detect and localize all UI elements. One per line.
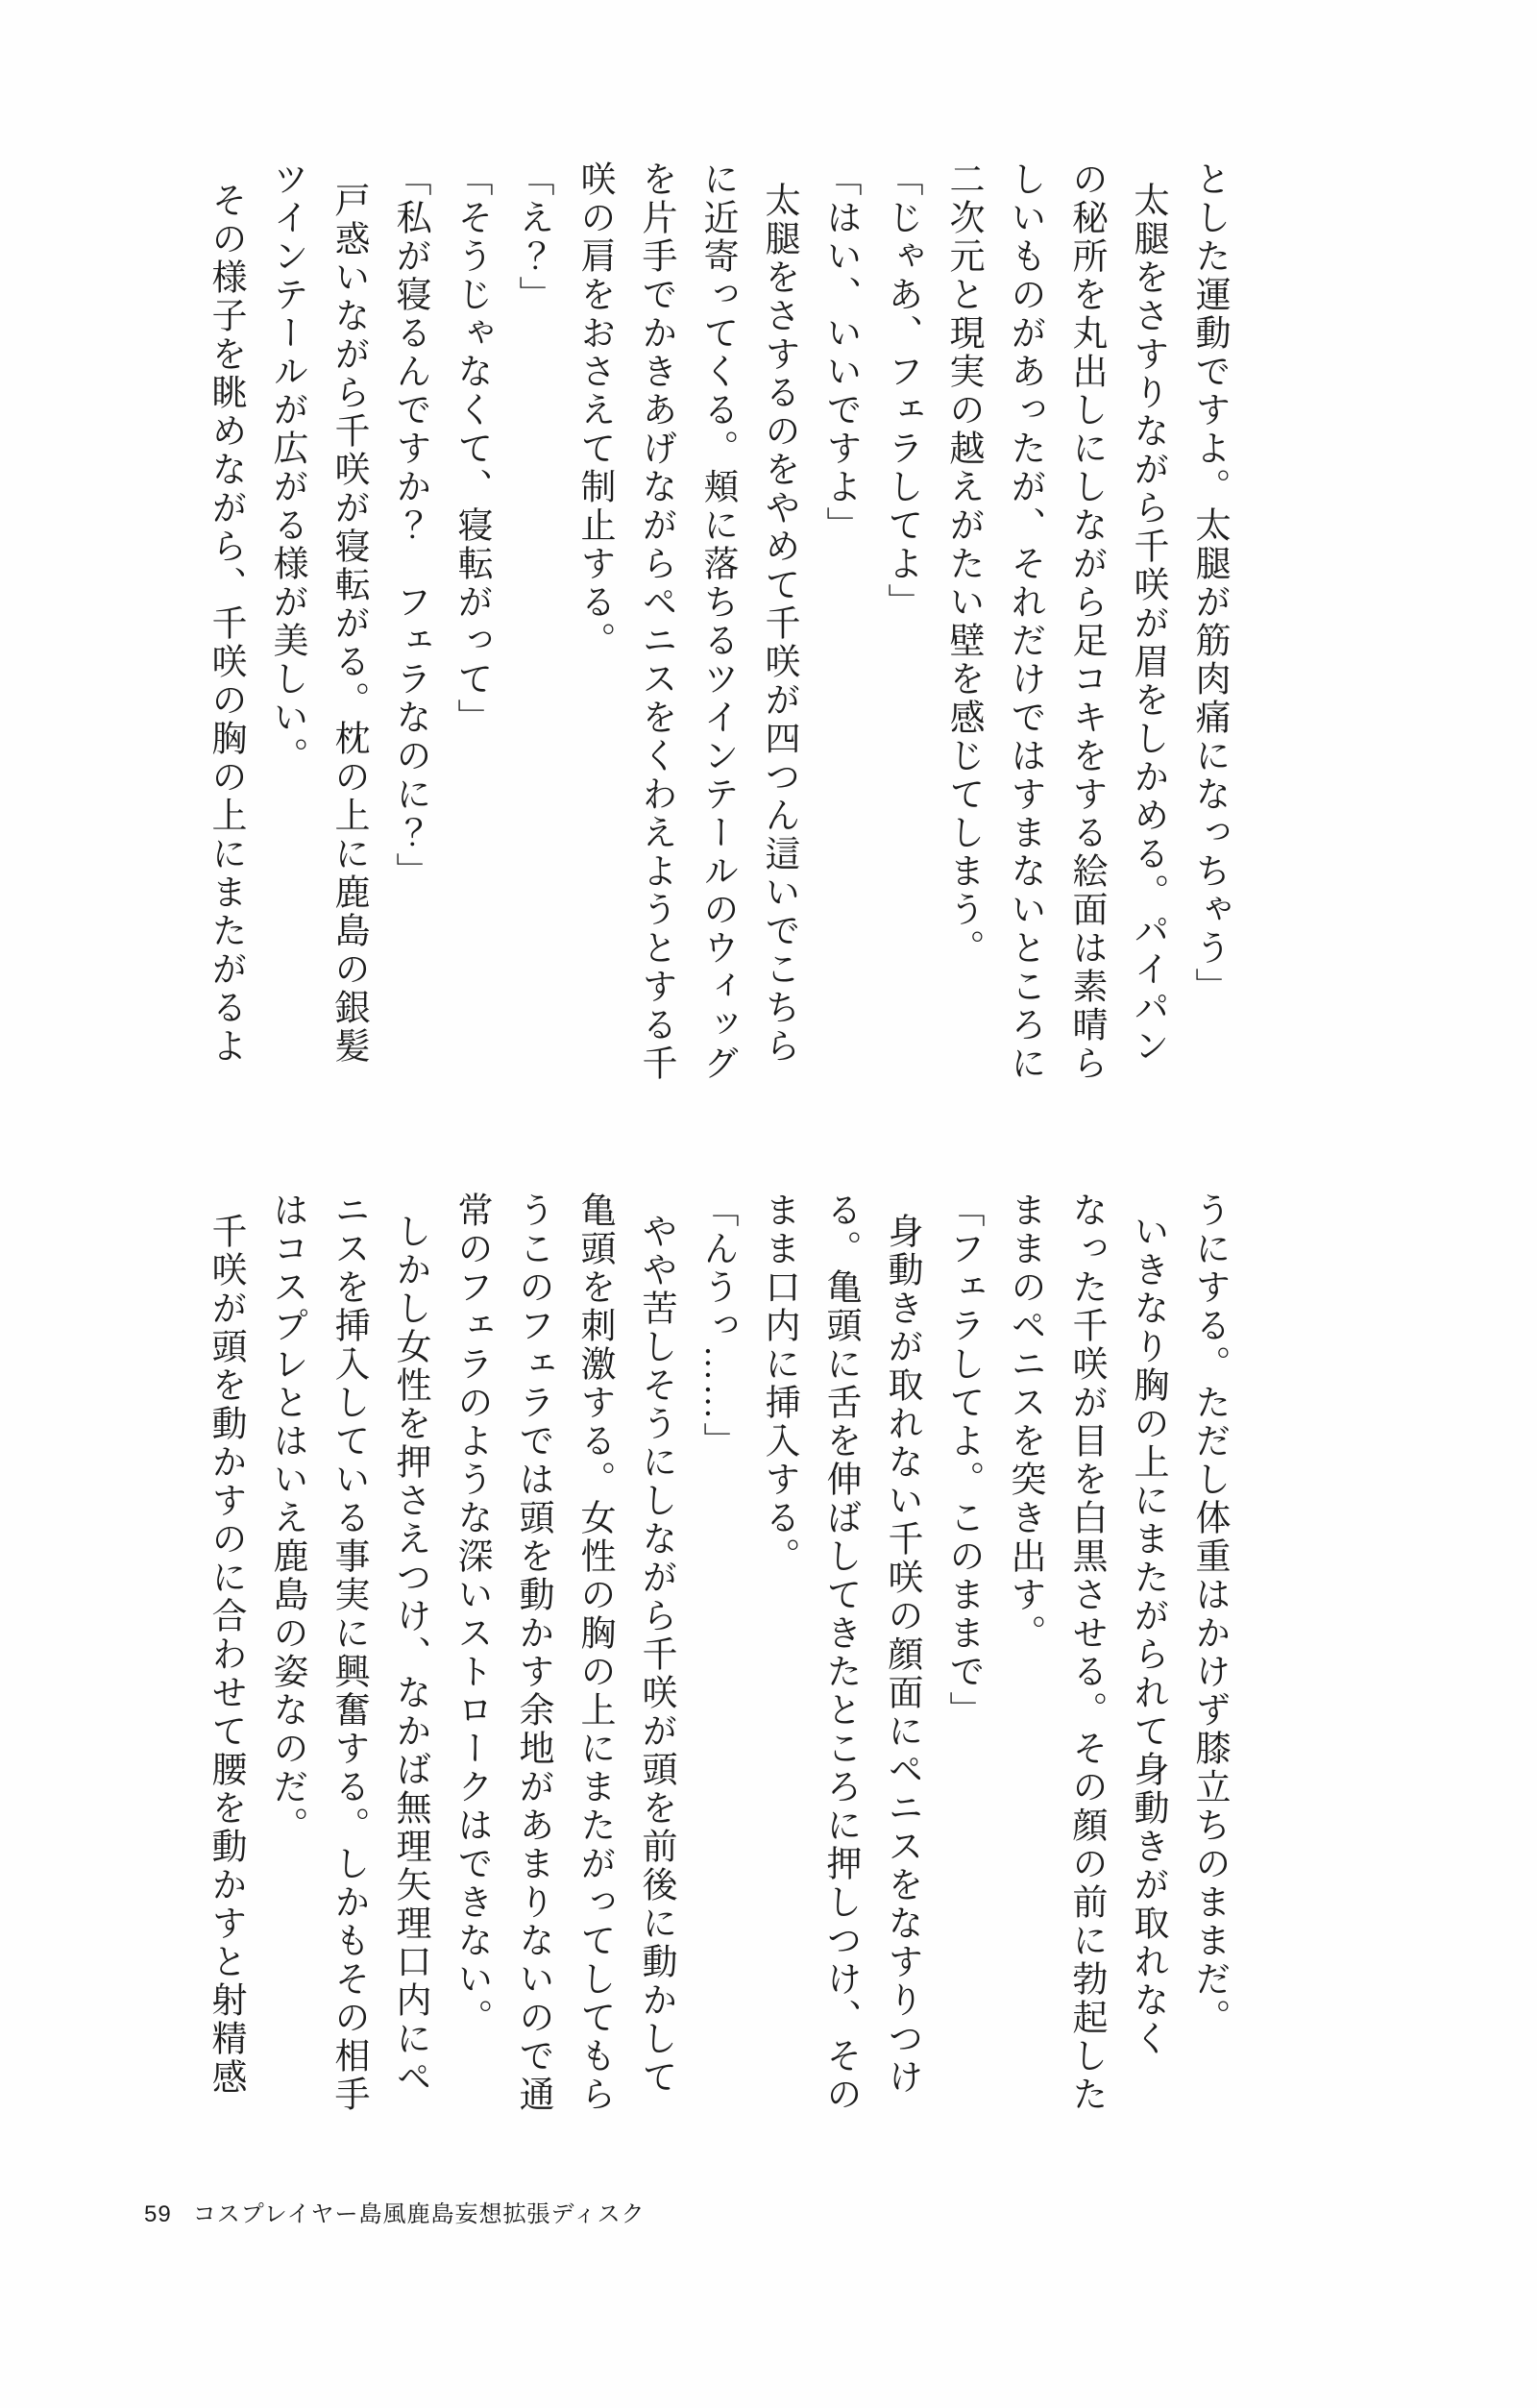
page-number: 59 — [144, 2201, 172, 2227]
text-column: 「んうっ……」 — [697, 1192, 737, 1461]
text-column: 戸惑いながら千咲が寝転がる。枕の上に鹿島の銀髪 — [329, 182, 368, 1067]
text-column: はコスプレとはいえ鹿島の姿なのだ。 — [267, 1192, 306, 1845]
text-column: 「フェラしてよ。このままで」 — [943, 1192, 983, 1730]
text-column: 「え？」 — [513, 160, 552, 314]
text-column: なった千咲が目を白黒させる。その顔の前に勃起した — [1066, 1192, 1106, 2114]
text-column: しいものがあったが、それだけではすまないところに — [1005, 160, 1044, 1083]
text-column: とした運動ですよ。太腿が筋肉痛になっちゃう」 — [1189, 160, 1229, 1006]
text-column: 太腿をさするのをやめて千咲が四つん這いでこちら — [759, 182, 798, 1067]
top-text-block — [194, 160, 1239, 1085]
text-column: うにする。ただし体重はかけず膝立ちのままだ。 — [1189, 1192, 1229, 2037]
text-column: いきなり胸の上にまたがられて身動きが取れなく — [1128, 1213, 1167, 2059]
text-column: 亀頭を刺激する。女性の胸の上にまたがってしてもら — [574, 1192, 614, 2114]
page-footer — [144, 2195, 646, 2228]
text-column: 「そうじゃなくて、寝転がって」 — [451, 160, 491, 737]
text-column: 咲の肩をおさえて制止する。 — [574, 160, 614, 660]
text-column: ままのペニスを突き出す。 — [1005, 1192, 1044, 1653]
text-column: 太腿をさすりながら千咲が眉をしかめる。パイパン — [1128, 182, 1167, 1067]
bottom-text-block — [194, 1192, 1239, 2116]
text-column: まま口内に挿入する。 — [759, 1192, 798, 1576]
text-column: やや苦しそうにしながら千咲が頭を前後に動かして — [636, 1213, 675, 2098]
text-column: 千咲が頭を動かすのに合わせて腰を動かすと射精感 — [206, 1213, 245, 2098]
text-column: ツインテールが広がる様が美しい。 — [267, 160, 306, 775]
text-column: 二次元と現実の越えがたい壁を感じてしまう。 — [943, 160, 983, 968]
text-column: 身動きが取れない千咲の顔面にペニスをなすりつけ — [882, 1213, 921, 2098]
text-column: 常のフェラのような深いストロークはできない。 — [451, 1192, 491, 2037]
text-column: の秘所を丸出しにしながら足コキをする絵面は素晴ら — [1066, 160, 1106, 1083]
text-column: しかし女性を押さえつけ、なかば無理矢理口内にペ — [390, 1213, 429, 2098]
text-column: その様子を眺めながら、千咲の胸の上にまたがるよ — [206, 182, 245, 1067]
text-column: ニスを挿入している事実に興奮する。しかもその相手 — [329, 1192, 368, 2114]
text-column: 「私が寝るんですか？ フェラなのに？」 — [390, 160, 429, 891]
text-column: に近寄ってくる。頬に落ちるツインテールのウィッグ — [697, 160, 737, 1083]
text-column: る。亀頭に舌を伸ばしてきたところに押しつけ、その — [820, 1192, 860, 2114]
text-column: 「はい、いいですよ」 — [820, 160, 860, 545]
book-title: コスプレイヤー島風鹿島妄想拡張ディスク — [192, 2201, 646, 2227]
text-column: を片手でかきあげながらペニスをくわえようとする千 — [636, 160, 675, 1083]
text-column: 「じゃあ、フェラしてよ」 — [882, 160, 921, 622]
text-column: うこのフェラでは頭を動かす余地があまりないので通 — [513, 1192, 552, 2114]
